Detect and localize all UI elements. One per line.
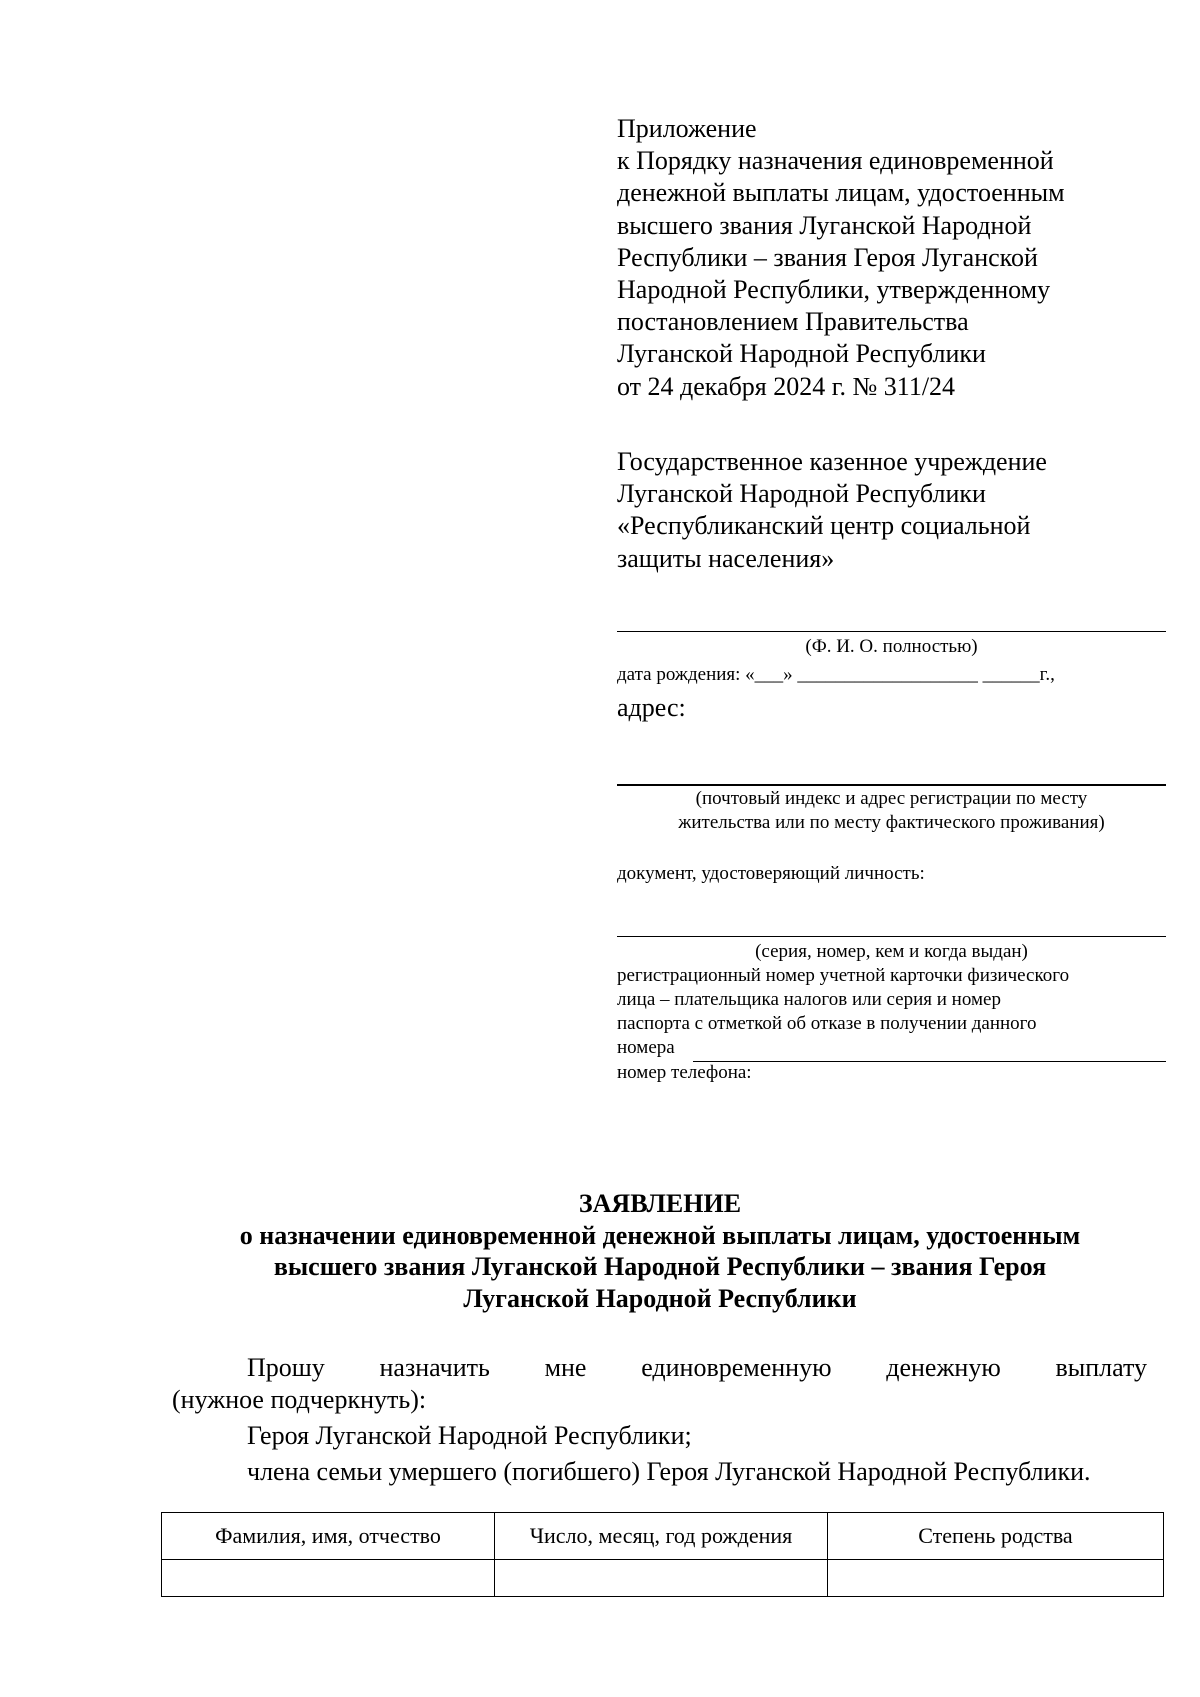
- document-field-line[interactable]: [617, 936, 1166, 937]
- appendix-line: к Порядку назначения единовременной: [617, 146, 1054, 176]
- recipient-line: защиты населения»: [617, 543, 835, 573]
- fio-field-line[interactable]: [617, 631, 1166, 632]
- fio-caption: (Ф. И. О. полностью): [805, 636, 978, 657]
- appendix-line: постановлением Правительства: [617, 307, 969, 337]
- appendix-line: денежной выплаты лицам, удостоенным: [617, 178, 1065, 208]
- tax-id-field-line[interactable]: [693, 1061, 1166, 1062]
- recipient-line: «Республиканский центр социальной: [617, 511, 1031, 541]
- document-caption: (серия, номер, кем и когда выдан): [755, 941, 1028, 962]
- option-hero[interactable]: Героя Луганской Народной Республики;: [247, 1421, 692, 1450]
- address-caption-line: жительства или по месту фактического проживания): [678, 812, 1105, 833]
- appendix-line: от 24 декабря 2024 г. № 311/24: [617, 371, 956, 401]
- request-word: мне: [544, 1353, 587, 1382]
- table-cell-relation[interactable]: [828, 1560, 1164, 1597]
- request-word: денежную: [886, 1353, 1001, 1382]
- table-row: [162, 1560, 1164, 1597]
- tax-id-line: регистрационный номер учетной карточки физического: [617, 965, 1070, 986]
- appendix-line: Народной Республики, утвержденному: [617, 275, 1051, 305]
- address-field-line[interactable]: [617, 784, 1166, 786]
- statement-title-block: [150, 1188, 1170, 1314]
- appendix-line: Луганской Народной Республики: [617, 339, 986, 369]
- kin-table: [161, 1512, 1164, 1597]
- table-cell-birthdate[interactable]: [495, 1560, 828, 1597]
- address-caption-line: (почтовый индекс и адрес регистрации по месту: [695, 788, 1088, 809]
- tax-id-line: лица – плательщика налогов или серия и номер: [617, 989, 1001, 1010]
- birth-date-field[interactable]: дата рождения: «___» ___________________ ______г.,: [617, 664, 1055, 685]
- appendix-block: [617, 113, 1177, 403]
- appendix-line: Приложение: [617, 114, 757, 143]
- column-header-birthdate: Число, месяц, год рождения: [495, 1513, 828, 1560]
- table-header-row: [162, 1513, 1164, 1560]
- statement-subtitle-line: высшего звания Луганской Народной Республики – звания Героя: [273, 1252, 1047, 1281]
- request-word: назначить: [379, 1353, 490, 1382]
- document-label: документ, удостоверяющий личность:: [617, 863, 925, 884]
- statement-subtitle-line: Луганской Народной Республики: [463, 1283, 857, 1313]
- appendix-line: высшего звания Луганской Народной: [617, 210, 1032, 240]
- address-caption: [617, 787, 1166, 835]
- tax-id-last-label: номера: [617, 1037, 675, 1058]
- statement-title: ЗАЯВЛЕНИЕ: [578, 1189, 742, 1218]
- tax-id-line: паспорта с отметкой об отказе в получении данного: [617, 1013, 1037, 1034]
- column-header-name: Фамилия, имя, отчество: [162, 1513, 495, 1560]
- phone-label: номер телефона:: [617, 1062, 752, 1083]
- request-line: [247, 1352, 1147, 1384]
- request-continuation: (нужное подчеркнуть):: [172, 1385, 427, 1414]
- tax-id-label: [617, 964, 1069, 1036]
- request-word: единовременную: [641, 1353, 832, 1382]
- address-label: адрес:: [617, 693, 686, 722]
- option-family-member[interactable]: члена семьи умершего (погибшего) Героя Луганской Народной Республики.: [247, 1457, 1091, 1486]
- table-cell-name[interactable]: [162, 1560, 495, 1597]
- column-header-relation: Степень родства: [828, 1513, 1164, 1560]
- request-word: Прошу: [247, 1353, 325, 1382]
- request-word: выплату: [1055, 1353, 1147, 1382]
- recipient-line: Луганской Народной Республики: [617, 479, 986, 509]
- appendix-line: Республики – звания Героя Луганской: [617, 242, 1038, 272]
- recipient-line: Государственное казенное учреждение: [617, 447, 1047, 476]
- recipient-block: [617, 446, 1177, 575]
- statement-subtitle-line: о назначении единовременной денежной выплаты лицам, удостоенным: [239, 1220, 1081, 1250]
